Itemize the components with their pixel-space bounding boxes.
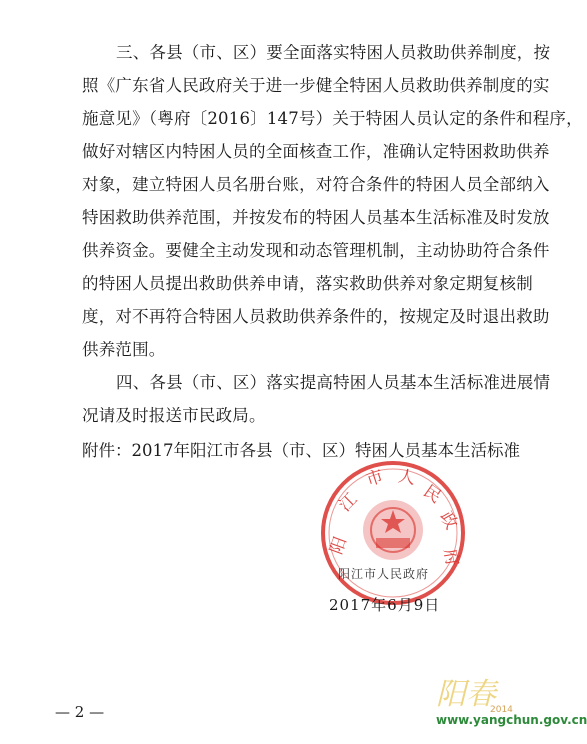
text-line: 三、各县（市、区）要全面落实特困人员救助供养制度，按: [116, 43, 551, 62]
text-line: 施意见》（粤府〔2016〕147号）关于特困人员认定的条件和程序，: [82, 109, 583, 128]
document-date: 2017年6月9日: [329, 596, 441, 614]
text-line: 供养范围。: [82, 340, 166, 359]
svg-text:江: 江: [335, 489, 362, 516]
text-line: 四、各县（市、区）落实提高特困人员基本生活标准进展情: [116, 373, 551, 392]
text-line: 供养资金。要健全主动发现和动态管理机制，主动协助符合条件: [82, 241, 550, 260]
svg-text:府: 府: [439, 547, 463, 568]
official-seal-icon: [318, 458, 468, 608]
page-number: — 2 —: [55, 703, 105, 721]
svg-text:阳: 阳: [326, 534, 352, 558]
text-line: 度，对不再符合特困人员救助供养条件的，按规定及时退出救助: [82, 307, 550, 326]
svg-text:阳春: 阳春: [436, 677, 496, 712]
text-line: 况请及时报送市民政局。: [82, 406, 266, 425]
text-line: 对象，建立特困人员名册台账，对符合条件的特困人员全部纳入: [82, 175, 550, 194]
svg-text:2014: 2014: [490, 705, 513, 715]
text-line: 特困救助供养范围，并按发布的特困人员基本生活标准及时发放: [82, 208, 550, 227]
text-line: 照《广东省人民政府关于进一步健全特困人员救助供养制度的实: [82, 76, 550, 95]
text-line: 的特困人员提出救助供养申请，落实救助供养对象定期复核制: [82, 274, 533, 293]
svg-text:民: 民: [419, 481, 445, 508]
attachment-note: 附件：2017年阳江市各县（市、区）特困人员基本生活标准: [82, 441, 520, 460]
issuer-name: 阳江市人民政府: [338, 567, 430, 581]
svg-text:市: 市: [363, 466, 386, 491]
text-line: 做好对辖区内特困人员的全面核查工作，准确认定特困救助供养: [82, 142, 550, 161]
website-url-watermark: www.yangchun.gov.cn: [436, 713, 587, 727]
svg-text:人: 人: [396, 466, 417, 489]
svg-text:政: 政: [435, 508, 462, 534]
